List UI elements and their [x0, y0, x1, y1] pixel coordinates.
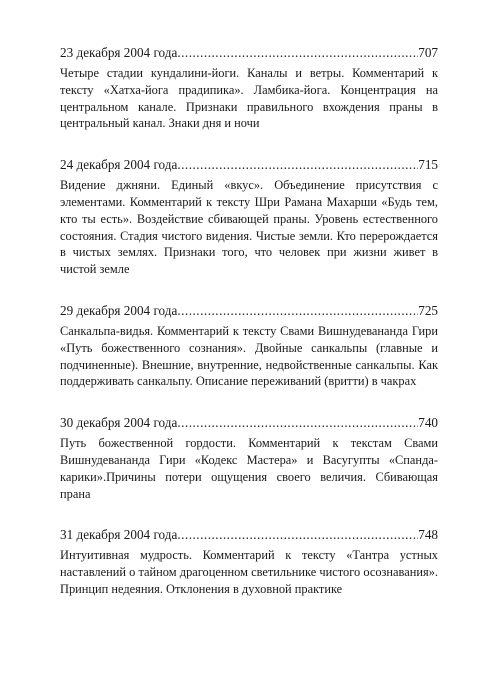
toc-heading	[60, 302, 438, 319]
entry-date: 31 декабря 2004 года	[60, 527, 178, 543]
entry-date: 23 декабря 2004 года	[60, 45, 178, 60]
entry-date: 30 декабря 2004 года	[60, 415, 178, 431]
toc-entry	[60, 156, 438, 278]
entry-page-number: 715	[418, 157, 438, 173]
entry-date: 29 декабря 2004 года	[60, 302, 178, 318]
table-of-contents	[60, 44, 438, 622]
dot-leader	[177, 526, 418, 543]
entry-date: 24 декабря 2004 года	[60, 157, 178, 173]
toc-entry	[60, 414, 438, 502]
toc-heading	[60, 526, 438, 543]
entry-description: Санкальпа-видья. Комментарий к тексту Свами Вишнудевананда Гири «Путь божественного сознания». Двойные санкальпы (главные и подчиненные). Внешние, внутренние, недвойственные санкальпы. Как поддерживать санкальпу. Описание переживаний (вритти) в чакрах	[60, 323, 438, 389]
entry-description: Четыре стадии кундалини-йоги. Каналы и ветры. Комментарий к тексту «Хатха-йога прадипика». Ламбика-йога. Концентрация на центральном канале. Признаки правильного вхождения праны в центральный канал. Знаки дня и ночи	[60, 66, 438, 131]
toc-entry	[60, 302, 438, 390]
entry-description: Интуитивная мудрость. Комментарий к тексту «Тантра устных наставлений о тайном драгоценном светильнике чистого осознавания». Принцип недеяния. Отклонения в духовной практике	[60, 548, 438, 596]
toc-entry	[60, 526, 438, 597]
dot-leader	[177, 414, 418, 431]
toc-entry	[60, 44, 438, 132]
dot-leader	[177, 302, 418, 319]
dot-leader	[177, 156, 418, 173]
entry-description: Путь божественной гордости. Комментарий к текстам Свами Вишнудевананда Гири «Кодекс Мастера» и Васугупты «Спанда-карики».Причины потери ощущения своего величия. Сбивающая прана	[60, 436, 438, 501]
entry-page-number: 748	[418, 527, 438, 543]
toc-heading	[60, 414, 438, 431]
toc-heading	[60, 156, 438, 173]
toc-heading	[60, 44, 438, 61]
entry-page-number: 707	[418, 45, 438, 60]
dot-leader	[177, 44, 418, 61]
entry-page-number: 725	[418, 302, 438, 318]
entry-page-number: 740	[418, 415, 438, 431]
entry-description: Видение джняни. Единый «вкус». Объединение присутствия с элементами. Комментарий к тексту Шри Рамана Махарши «Будь тем, кто ты есть». Воздействие сбивающей праны. Уровень естественного состояния. Стадия чистого видения. Чистые земли. Кто перерождается в чистых землях. Признаки того, что человек при жизни живет в чистой земле	[60, 178, 438, 277]
